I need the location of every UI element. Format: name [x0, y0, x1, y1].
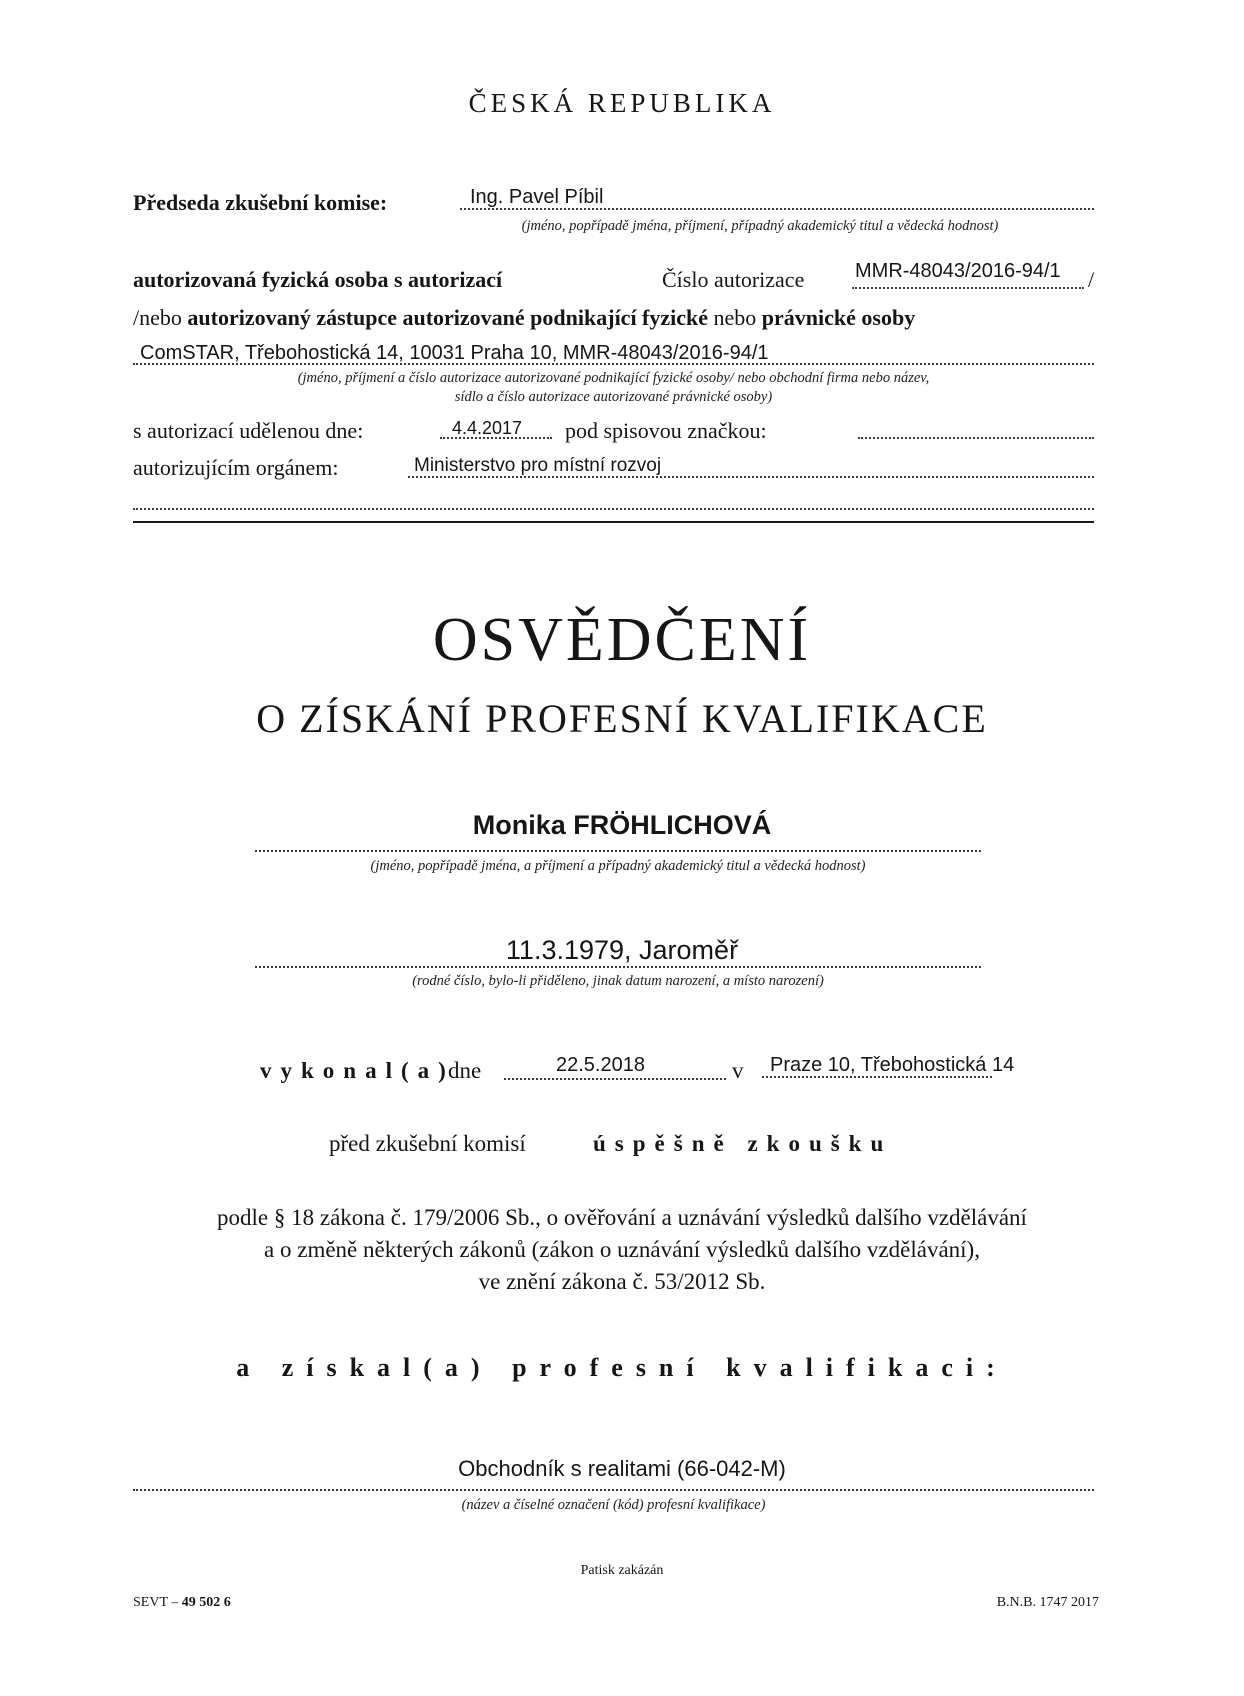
birth-dotted-line — [255, 966, 981, 968]
authority-value: Ministerstvo pro místní rozvoj — [414, 455, 662, 476]
qualification-heading: a získal(a) profesní kvalifikaci: — [236, 1353, 1008, 1382]
footer-form-prefix: SEVT – — [133, 1595, 179, 1610]
holder-name-dotted-line — [255, 850, 981, 852]
chairman-caption: (jméno, popřípadě jména, příjmení, případný akademický titul a vědecká hodnost) — [521, 218, 999, 234]
granted-date-value: 4.4.2017 — [452, 418, 523, 438]
authorization-label: autorizovaná fyzická osoba s autorizací — [133, 267, 503, 292]
qualification-dotted-line — [133, 1489, 1094, 1491]
exam-place-label: v — [732, 1058, 744, 1083]
chairman-value: Ing. Pavel Píbil — [470, 186, 604, 208]
authorization-number-dotted-line — [852, 287, 1084, 289]
exam-before-label: před zkušební komisí — [329, 1131, 526, 1156]
exam-date-label: dne — [448, 1058, 482, 1083]
authorization-line2-bold2: právnické osoby — [761, 305, 916, 330]
authorized-entity-dotted-line — [133, 363, 1094, 365]
authorization-line2-bold1: autorizovaný zástupce autorizované podnikající fyzické — [187, 305, 709, 330]
footer-print-code: B.N.B. 1747 2017 — [996, 1595, 1099, 1610]
exam-performed-label: vykonal(a) — [260, 1058, 455, 1083]
granted-date-dotted-line — [440, 437, 552, 439]
authorization-line2-mid: nebo — [713, 305, 757, 330]
authorized-entity-caption-2: sídlo a číslo autorizace autorizované právnické osoby) — [454, 389, 773, 405]
law-line-3: ve znění zákona č. 53/2012 Sb. — [478, 1269, 766, 1294]
exam-place-value: Praze 10, Třebohostická 14 — [770, 1054, 1015, 1076]
law-line-2: a o změně některých zákonů (zákon o uznávání výsledků dalšího vzdělávání), — [264, 1237, 980, 1262]
birth-date-place: 11.3.1979, Jaroměř — [505, 935, 739, 965]
holder-name: Monika FRÖHLICHOVÁ — [472, 810, 772, 840]
reprint-notice: Patisk zakázán — [580, 1563, 664, 1578]
granted-label: s autorizací udělenou dne: — [133, 418, 364, 443]
header-separator — [133, 521, 1094, 523]
qualification-value: Obchodník s realitami (66-042-M) — [458, 1456, 786, 1481]
footer-form-code — [133, 1595, 231, 1611]
file-number-label: pod spisovou značkou: — [565, 418, 767, 443]
authorization-number-label: Číslo autorizace — [662, 267, 805, 292]
certificate-subtitle: O ZÍSKÁNÍ PROFESNÍ KVALIFIKACE — [256, 696, 988, 741]
blank-dotted-line — [133, 508, 1094, 510]
authorization-slash: / — [1088, 267, 1095, 292]
chairman-label: Předseda zkušební komise: — [133, 190, 388, 215]
birth-caption: (rodné číslo, bylo-li přiděleno, jinak datum narození, a místo narození) — [412, 973, 824, 989]
authority-label: autorizujícím orgánem: — [133, 455, 339, 480]
authorization-line2 — [133, 305, 915, 331]
authorization-number-value: MMR-48043/2016-94/1 — [855, 260, 1061, 282]
chairman-dotted-line — [460, 208, 1094, 210]
authority-dotted-line — [408, 476, 1094, 478]
qualification-caption: (název a číselné označení (kód) profesní kvalifikace) — [461, 1497, 766, 1513]
holder-name-caption: (jméno, popřípadě jména, a příjmení a případný akademický titul a vědecká hodnost) — [370, 858, 866, 874]
certificate-title: OSVĚDČENÍ — [432, 606, 812, 674]
law-line-1: podle § 18 zákona č. 179/2006 Sb., o ověřování a uznávání výsledků dalšího vzdělávání — [217, 1205, 1027, 1230]
authorized-entity-caption-1: (jméno, příjmení a číslo autorizace autorizované podnikající fyzické osoby/ nebo obchodní firma nebo název, — [297, 370, 930, 386]
country-heading: ČESKÁ REPUBLIKA — [468, 88, 776, 118]
exam-date-value: 22.5.2018 — [556, 1054, 645, 1076]
file-number-dotted-line — [858, 437, 1094, 439]
authorized-entity-value: ComSTAR, Třebohostická 14, 10031 Praha 10, MMR-48043/2016-94/1 — [140, 342, 769, 364]
exam-success-label: úspěšně zkoušku — [593, 1131, 893, 1156]
exam-date-dotted-line — [504, 1078, 726, 1080]
authorization-line2-prefix: /nebo — [133, 305, 182, 330]
footer-form-number: 49 502 6 — [181, 1595, 231, 1610]
exam-place-dotted-line — [762, 1076, 992, 1078]
